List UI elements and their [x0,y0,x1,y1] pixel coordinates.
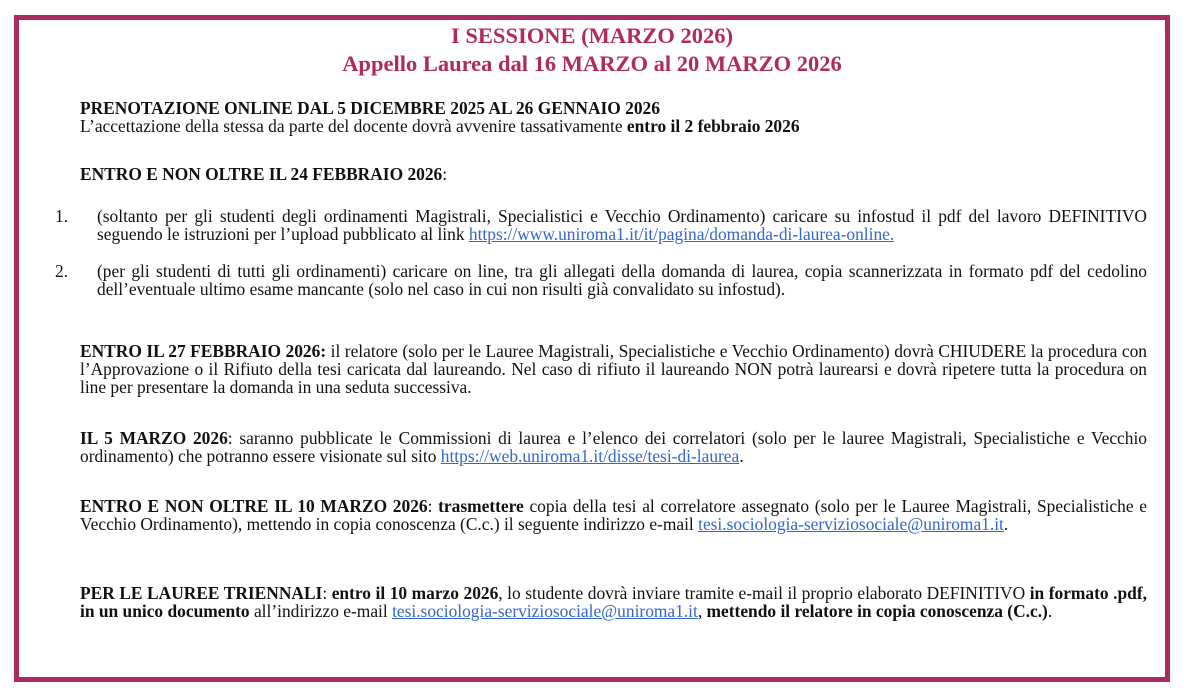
domanda-laurea-link[interactable]: https://www.uniroma1.it/it/pagina/domanda-di-laurea-online. [468,224,895,244]
email-link[interactable]: tesi.sociologia-serviziosociale@uniroma1.it [698,514,1004,534]
period: . [739,446,744,466]
list-number: 2. [55,261,69,281]
trasmettere-bold: trasmettere [438,496,524,516]
prenotazione-text: L’accettazione della stessa da parte del docente dovrà avvenire tassativamente [80,116,627,136]
triennali-heading: PER LE LAUREE TRIENNALI [80,583,323,603]
prenotazione-heading: PRENOTAZIONE ONLINE DAL 5 DICEMBRE 2025 AL 26 GENNAIO 2026 [80,98,660,118]
triennali-deadline: entro il 10 marzo 2026 [331,583,499,603]
deadline-27feb-text: il relatore (solo per le Lauree Magistrali, Specialistiche e Vecchio Ordinamento) dovrà CHIUDERE la procedura con l’Approvazione o il Rifiuto della tesi caricata dal laureando. Nel caso di rifiuto il laureando NON potrà laurearsi e dovrà ripetere tutta la procedura on line per presentare la domanda in una seduta successiva. [80,341,1147,397]
triennali-format: in formato .pdf, in un unico documento [80,583,1147,621]
separator: : [427,496,439,516]
session-subtitle: Appello Laurea dal 16 MARZO al 20 MARZO 2026 [342,51,842,76]
deadline-24feb-heading: ENTRO E NON OLTRE IL 24 FEBBRAIO 2026 [80,164,443,184]
date-5mar-text: : saranno pubblicate le Commissioni di laurea e l’elenco dei correlatori (solo per le lauree Magistrali, Specialistiche e Vecchio ordinamento) che potranno essere visionate sul sito [80,428,1147,466]
list-number: 1. [55,206,69,226]
comma: , [697,601,703,621]
deadline-10mar-text: copia della tesi al correlatore assegnato (solo per le Lauree Magistrali, Specialistiche e Vecchio Ordinamento), mettendo in copia conoscenza (C.c.) il seguente indirizzo e-mail [80,496,1147,534]
period: . [1047,601,1053,621]
deadline-10mar-heading: ENTRO E NON OLTRE IL 10 MARZO 2026 [80,496,428,516]
tesi-di-laurea-link[interactable]: https://web.uniroma1.it/disse/tesi-di-laurea [440,446,740,466]
triennali-text-1: , lo studente dovrà inviare tramite e-mail il proprio elaborato DEFINITIVO [498,583,1030,603]
date-5mar-heading: IL 5 MARZO 2026 [80,428,228,448]
deadline-10mar-section [80,497,1147,533]
triennali-cc: mettendo il relatore in copia conoscenza (C.c.) [702,601,1048,621]
email-link[interactable]: tesi.sociologia-serviziosociale@uniroma1.it [392,601,698,621]
triennali-section [80,584,1147,620]
list-item-text: (per gli studenti di tutti gli ordinamenti) caricare on line, tra gli allegati della domanda di laurea, copia scannerizzata in formato pdf del cedolino dell’eventuale ultimo esame mancante (solo nel caso in cui non risulti già convalidato su infostud). [97,261,1147,299]
prenotazione-section [80,99,1147,135]
separator: : [322,583,332,603]
prenotazione-deadline: entro il 2 febbraio 2026 [626,116,800,136]
session-title: I SESSIONE (MARZO 2026) [451,23,733,48]
deadline-24feb-colon: : [442,164,448,184]
list-item-text: (soltanto per gli studenti degli ordinamenti Magistrali, Specialistici e Vecchio Ordinamento) caricare su infostud il pdf del lavoro DEFINITIVO seguendo le istruzioni per l’upload pubblicato al link [97,206,1147,244]
deadline-27feb-section [80,342,1147,396]
deadline-24feb-heading-line [80,165,1147,183]
date-5mar-section [80,429,1147,465]
deadline-27feb-heading: ENTRO IL 27 FEBBRAIO 2026: [80,341,327,361]
period: . [1003,514,1009,534]
triennali-text-2: all’indirizzo e-mail [249,601,393,621]
